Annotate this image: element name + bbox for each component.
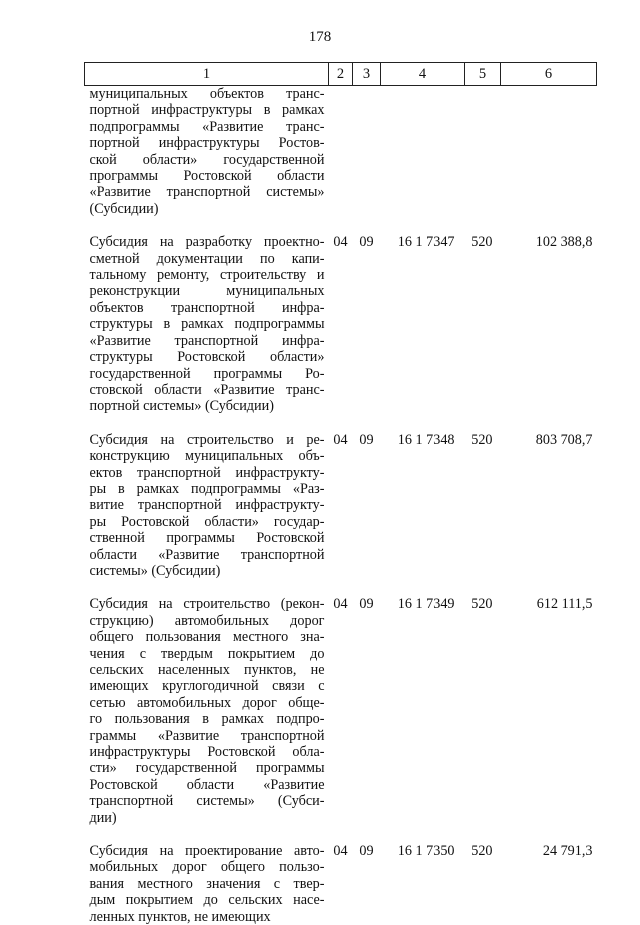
header-col-3: 3 xyxy=(353,63,381,86)
description-line: общего пользования местного зна- xyxy=(90,629,325,645)
amount: 803 708,7 xyxy=(501,432,597,580)
description-line: области «Развитие транспортной xyxy=(90,547,325,563)
expense-type-code xyxy=(465,86,501,218)
description-line: Субсидия на разработку проектно- xyxy=(90,234,325,250)
description-line: подпрограммы «Развитие транс- xyxy=(90,119,325,135)
description-line: системы» (Субсидии) xyxy=(90,563,325,579)
description-line: конструкцию муниципальных объ- xyxy=(90,448,325,464)
row-spacer xyxy=(85,415,597,432)
table-body xyxy=(85,86,597,925)
subsection-code: 09 xyxy=(353,234,381,414)
description-line: сельских населенных пунктов, не xyxy=(90,662,325,678)
budget-table xyxy=(84,62,597,925)
description-line: муниципальных объектов транс- xyxy=(90,86,325,102)
description-line: граммы «Развитие транспортной xyxy=(90,728,325,744)
row-spacer xyxy=(85,579,597,596)
subsection-code: 09 xyxy=(353,843,381,925)
description-line: портной инфраструктуры Ростов- xyxy=(90,135,325,151)
header-col-4: 4 xyxy=(381,63,465,86)
description-line: структуры Ростовской области» xyxy=(90,349,325,365)
description-line: инфраструктуры Ростовской обла- xyxy=(90,744,325,760)
header-row xyxy=(85,63,597,86)
item-description xyxy=(85,843,329,925)
description-line: программы Ростовской области xyxy=(90,168,325,184)
item-description xyxy=(85,596,329,826)
description-line: портной системы» (Субсидии) xyxy=(90,398,325,414)
row-spacer-cell xyxy=(85,826,597,843)
description-line: «Развитие транспортной инфра- xyxy=(90,333,325,349)
amount xyxy=(501,86,597,218)
description-line: реконструкции муниципальных xyxy=(90,283,325,299)
amount: 24 791,3 xyxy=(501,843,597,925)
header-col-6: 6 xyxy=(501,63,597,86)
description-line: струкцию) автомобильных дорог xyxy=(90,613,325,629)
description-line: объектов транспортной инфра- xyxy=(90,300,325,316)
subsection-code: 09 xyxy=(353,432,381,580)
section-code xyxy=(329,86,353,218)
row-spacer xyxy=(85,217,597,234)
description-line: ственной программы Ростовской xyxy=(90,530,325,546)
amount: 612 111,5 xyxy=(501,596,597,826)
subsection-code xyxy=(353,86,381,218)
target-article-code: 16 1 7348 xyxy=(381,432,465,580)
target-article-code: 16 1 7350 xyxy=(381,843,465,925)
target-article-code: 16 1 7347 xyxy=(381,234,465,414)
description-line: Субсидия на строительство (рекон- xyxy=(90,596,325,612)
description-line: «Развитие транспортной системы» xyxy=(90,184,325,200)
item-description xyxy=(85,86,329,218)
description-line: ры Ростовской области» государ- xyxy=(90,514,325,530)
table-row xyxy=(85,596,597,826)
row-spacer-cell xyxy=(85,217,597,234)
description-line: Ростовской области «Развитие xyxy=(90,777,325,793)
section-code: 04 xyxy=(329,432,353,580)
description-line: тальному ремонту, строительству и xyxy=(90,267,325,283)
description-line: ектов транспортной инфраструкту- xyxy=(90,465,325,481)
section-code: 04 xyxy=(329,234,353,414)
target-article-code: 16 1 7349 xyxy=(381,596,465,826)
header-col-5: 5 xyxy=(465,63,501,86)
page-number: 178 xyxy=(0,28,640,46)
expense-type-code: 520 xyxy=(465,843,501,925)
description-line: чения с твердым покрытием до xyxy=(90,646,325,662)
description-line: Субсидия на строительство и ре- xyxy=(90,432,325,448)
expense-type-code: 520 xyxy=(465,596,501,826)
subsection-code: 09 xyxy=(353,596,381,826)
description-line: го пользования в рамках подпро- xyxy=(90,711,325,727)
description-line: транспортной системы» (Субси- xyxy=(90,793,325,809)
expense-type-code: 520 xyxy=(465,432,501,580)
description-line: государственной программы Ро- xyxy=(90,366,325,382)
description-line: структуры в рамках подпрограммы xyxy=(90,316,325,332)
description-line: имеющих круглогодичной связи с xyxy=(90,678,325,694)
target-article-code xyxy=(381,86,465,218)
header-col-1: 1 xyxy=(85,63,329,86)
table-row xyxy=(85,432,597,580)
header-col-2: 2 xyxy=(329,63,353,86)
table-row xyxy=(85,234,597,414)
description-line: (Субсидии) xyxy=(90,201,325,217)
table-row xyxy=(85,843,597,925)
description-line: мобильных дорог общего пользо- xyxy=(90,859,325,875)
description-line: дии) xyxy=(90,810,325,826)
row-spacer xyxy=(85,826,597,843)
description-line: ры в рамках подпрограммы «Раз- xyxy=(90,481,325,497)
item-description xyxy=(85,234,329,414)
description-line: Субсидия на проектирование авто- xyxy=(90,843,325,859)
description-line: ленных пунктов, не имеющих xyxy=(90,909,325,925)
description-line: портной инфраструктуры в рамках xyxy=(90,102,325,118)
description-line: стовской области «Развитие транс- xyxy=(90,382,325,398)
description-line: ской области» государственной xyxy=(90,152,325,168)
expense-type-code: 520 xyxy=(465,234,501,414)
row-spacer-cell xyxy=(85,415,597,432)
amount: 102 388,8 xyxy=(501,234,597,414)
item-description xyxy=(85,432,329,580)
description-line: сти» государственной программы xyxy=(90,760,325,776)
section-code: 04 xyxy=(329,843,353,925)
description-line: витие транспортной инфраструкту- xyxy=(90,497,325,513)
description-line: дым покрытием до сельских насе- xyxy=(90,892,325,908)
row-spacer-cell xyxy=(85,579,597,596)
table-row xyxy=(85,86,597,218)
description-line: сетью автомобильных дорог обще- xyxy=(90,695,325,711)
description-line: вания местного значения с твер- xyxy=(90,876,325,892)
description-line: сметной документации по капи- xyxy=(90,251,325,267)
section-code: 04 xyxy=(329,596,353,826)
